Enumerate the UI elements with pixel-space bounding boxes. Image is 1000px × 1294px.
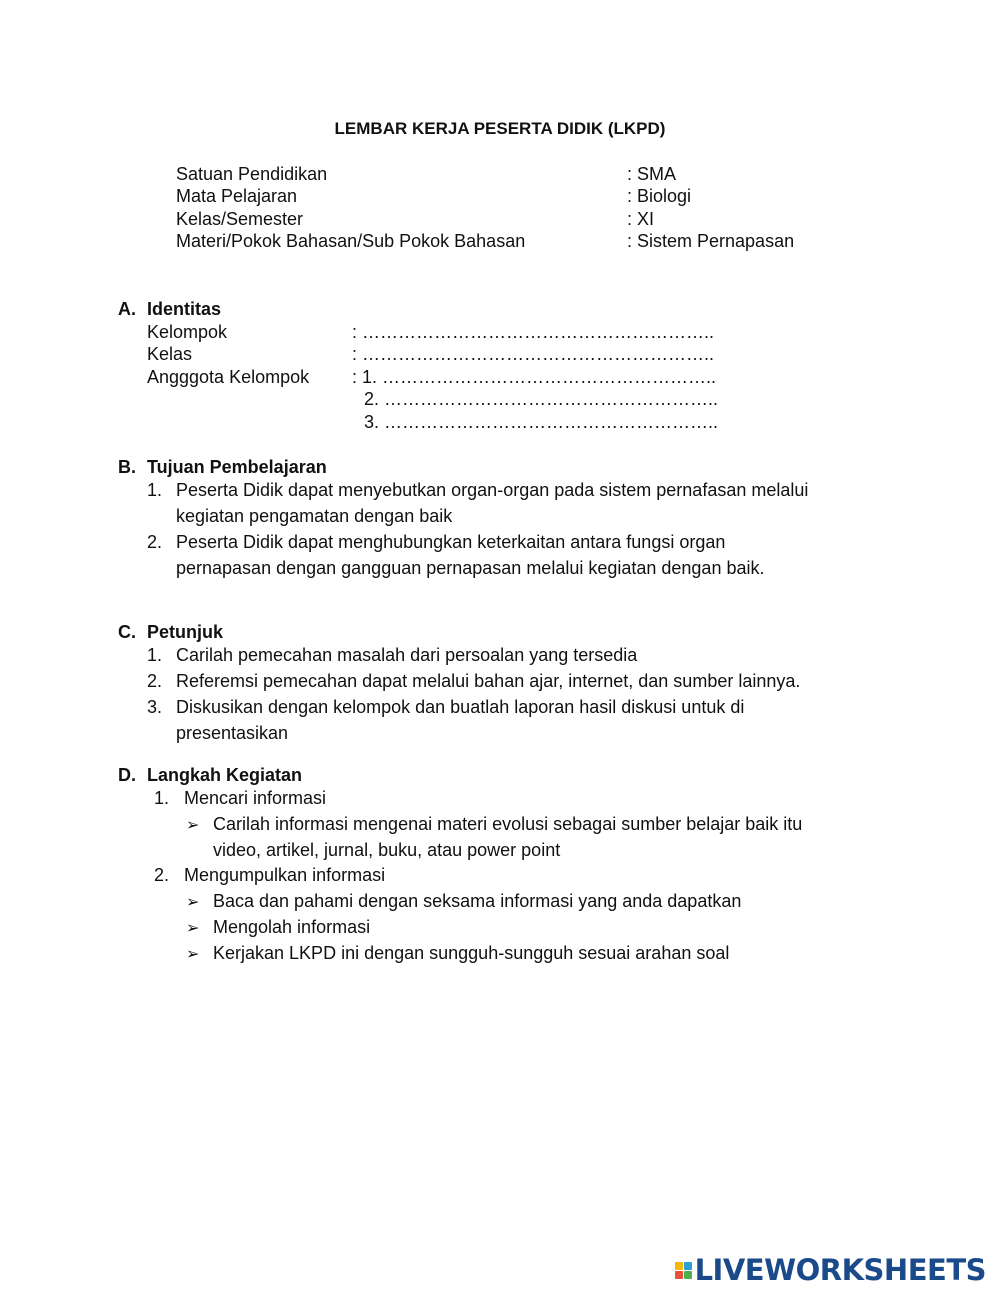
section-d-letter: D.	[118, 765, 136, 785]
list-item: Peserta Didik dapat menyebutkan organ-organ pada sistem pernafasan melalui	[176, 480, 809, 500]
bullet-item: Kerjakan LKPD ini dengan sungguh-sungguh sesuai arahan soal	[213, 943, 730, 963]
logo-text: LIVEWORKSHEETS	[694, 1253, 986, 1287]
bullet-item: Carilah informasi mengenai materi evolusi sebagai sumber belajar baik itu	[213, 814, 803, 834]
section-b-title: Tujuan Pembelajaran	[147, 457, 327, 477]
identity-field-kelompok[interactable]: : …………………………………………………..	[352, 322, 715, 342]
list-number: 2.	[147, 671, 163, 691]
section-d-title: Langkah Kegiatan	[147, 765, 303, 785]
step-label: Mengumpulkan informasi	[184, 865, 386, 885]
arrow-bullet-icon: ➢	[186, 817, 200, 834]
section-c-title: Petunjuk	[147, 622, 224, 642]
info-value-satuan: : SMA	[627, 164, 677, 184]
identity-label-kelas: Kelas	[147, 344, 193, 364]
identity-label-anggota: Angggota Kelompok	[147, 367, 310, 387]
logo-blocks-icon	[675, 1262, 692, 1279]
info-value-kelas: : XI	[627, 209, 655, 229]
section-a-title: Identitas	[147, 299, 222, 319]
info-label-satuan: Satuan Pendidikan	[176, 164, 328, 184]
list-item: Diskusikan dengan kelompok dan buatlah laporan hasil diskusi untuk di	[176, 697, 745, 717]
page-title: LEMBAR KERJA PESERTA DIDIK (LKPD)	[334, 119, 666, 138]
list-item: Peserta Didik dapat menghubungkan keterkaitan antara fungsi organ	[176, 532, 726, 552]
step-label: Mencari informasi	[184, 788, 327, 808]
logo-block	[684, 1271, 692, 1279]
bullet-item: Mengolah informasi	[213, 917, 371, 937]
arrow-bullet-icon: ➢	[186, 946, 200, 963]
info-value-materi: : Sistem Pernapasan	[627, 231, 795, 251]
list-number: 2.	[147, 532, 163, 552]
bullet-item: Baca dan pahami dengan seksama informasi yang anda dapatkan	[213, 891, 742, 911]
liveworksheets-logo	[675, 1253, 986, 1287]
list-number: 1.	[147, 645, 163, 665]
section-b-letter: B.	[118, 457, 136, 477]
identity-field-anggota-1[interactable]: : 1. ………………………………………………..	[352, 367, 717, 387]
list-item-cont: presentasikan	[176, 723, 289, 743]
arrow-bullet-icon: ➢	[186, 894, 200, 911]
info-label-materi: Materi/Pokok Bahasan/Sub Pokok Bahasan	[176, 231, 526, 251]
info-value-mapel: : Biologi	[627, 186, 692, 206]
section-a-letter: A.	[118, 299, 136, 319]
step-number: 1.	[154, 788, 170, 808]
list-item: Carilah pemecahan masalah dari persoalan yang tersedia	[176, 645, 638, 665]
identity-field-kelas[interactable]: : …………………………………………………..	[352, 344, 715, 364]
list-number: 3.	[147, 697, 163, 717]
arrow-bullet-icon: ➢	[186, 920, 200, 937]
list-number: 1.	[147, 480, 163, 500]
list-item-cont: pernapasan dengan gangguan pernapasan melalui kegiatan dengan baik.	[176, 558, 765, 578]
identity-field-anggota-3[interactable]: 3. ………………………………………………..	[364, 412, 719, 432]
list-item-cont: kegiatan pengamatan dengan baik	[176, 506, 453, 526]
logo-block	[675, 1271, 683, 1279]
info-label-mapel: Mata Pelajaran	[176, 186, 298, 206]
identity-label-kelompok: Kelompok	[147, 322, 228, 342]
list-item: Referemsi pemecahan dapat melalui bahan ajar, internet, dan sumber lainnya.	[176, 671, 801, 691]
identity-field-anggota-2[interactable]: 2. ………………………………………………..	[364, 389, 719, 409]
bullet-item-cont: video, artikel, jurnal, buku, atau power point	[213, 840, 561, 860]
step-number: 2.	[154, 865, 170, 885]
info-label-kelas: Kelas/Semester	[176, 209, 304, 229]
section-c-letter: C.	[118, 622, 136, 642]
logo-block	[684, 1262, 692, 1270]
logo-block	[675, 1262, 683, 1270]
